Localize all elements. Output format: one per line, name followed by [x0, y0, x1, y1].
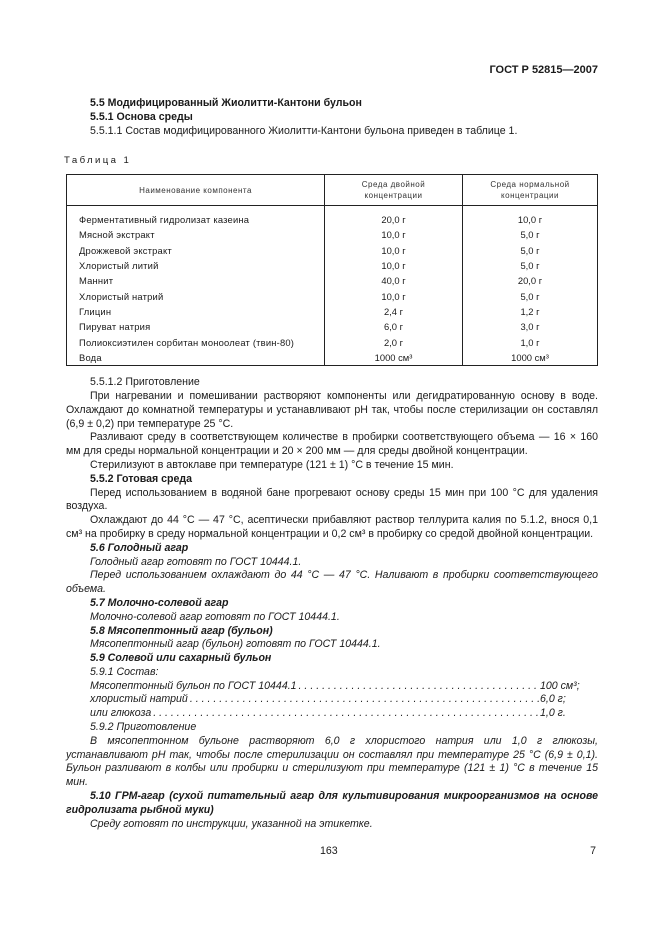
header-component: Наименование компонента	[67, 175, 325, 206]
page-body	[66, 97, 598, 861]
para-5-5-1-1: 5.5.1.1 Состав модифицированного Жиолитти-Кантони бульона приведен в таблице 1.	[90, 124, 518, 137]
cell-double: 1000 см³	[325, 350, 463, 366]
heading-5-5-2: 5.5.2 Готовая среда	[90, 472, 192, 485]
page-number-local: 7	[590, 845, 596, 858]
section-5-5	[66, 97, 598, 138]
table-row	[67, 289, 598, 304]
cell-normal: 10,0 г	[463, 206, 598, 228]
cell-component: Глицин	[67, 304, 325, 319]
heading-5-9-1: 5.9.1 Состав:	[90, 665, 159, 678]
para: Перед использованием охлаждают до 44 °С — 47 °С. Наливают в пробирки соответствующего объема.	[66, 569, 598, 596]
table-row	[67, 206, 598, 228]
table-1-block	[66, 154, 598, 366]
table-caption: Таблица 1	[64, 155, 132, 167]
page-number-total: 163	[320, 845, 338, 858]
table-header-row	[67, 175, 598, 206]
cell-component: Вода	[67, 350, 325, 366]
cell-component: Пируват натрия	[67, 319, 325, 334]
cell-normal: 1,0 г	[463, 335, 598, 350]
heading-5-9-2: 5.9.2 Приготовление	[90, 721, 197, 734]
cell-normal: 20,0 г	[463, 273, 598, 288]
para: Разливают среду в соответствующем количестве в пробирки соответствующего объема — 16 × 160 мм для среды нормальной концентрации и 20 × 200 мм — для среды двойной концентрации.	[66, 431, 598, 458]
item-label: Мясопептонный бульон по ГОСТ 10444.1	[90, 679, 297, 692]
cell-double: 6,0 г	[325, 319, 463, 334]
cell-normal: 5,0 г	[463, 227, 598, 242]
cell-component: Ферментативный гидролизат казеина	[67, 206, 325, 228]
standard-number: ГОСТ Р 52815—2007	[489, 64, 598, 76]
dot-leader	[188, 693, 540, 707]
cell-normal: 5,0 г	[463, 258, 598, 273]
cell-component: Мясной экстракт	[67, 227, 325, 242]
cell-normal: 5,0 г	[463, 289, 598, 304]
cell-double: 20,0 г	[325, 206, 463, 228]
heading-5-7: 5.7 Молочно-солевой агар	[90, 596, 229, 609]
cell-normal: 1000 см³	[463, 350, 598, 366]
para: Среду готовят по инструкции, указанной на этикетке.	[90, 817, 373, 830]
table-row	[67, 258, 598, 273]
heading-5-5-1: 5.5.1 Основа среды	[90, 110, 193, 123]
para: Молочно-солевой агар готовят по ГОСТ 10444.1.	[90, 610, 340, 623]
item-label: или глюкоза	[90, 707, 152, 720]
cell-normal: 5,0 г	[463, 243, 598, 258]
cell-double: 2,0 г	[325, 335, 463, 350]
heading-5-10: 5.10 ГРМ-агар (сухой питательный агар для культивирования микроорганизмов на основе гидролизата рыбной муки)	[66, 790, 598, 816]
header-double	[325, 175, 463, 206]
cell-component: Дрожжевой экстракт	[67, 243, 325, 258]
heading-5-5: 5.5 Модифицированный Жиолитти-Кантони бульон	[90, 97, 362, 109]
header-double-text: Среда двойной концентрации	[361, 180, 426, 201]
cell-normal: 1,2 г	[463, 304, 598, 319]
cell-double: 40,0 г	[325, 273, 463, 288]
cell-double: 10,0 г	[325, 258, 463, 273]
item-label: хлористый натрий	[90, 693, 188, 706]
leader-item	[66, 707, 598, 721]
page-footer	[66, 845, 598, 861]
table-row	[67, 335, 598, 350]
item-value: 6,0 г;	[540, 693, 566, 706]
dot-leader	[151, 707, 540, 721]
heading-5-5-1-2: 5.5.1.2 Приготовление	[90, 376, 200, 389]
cell-component: Полиоксиэтилен сорбитан моноолеат (твин-80)	[67, 335, 325, 350]
cell-double: 10,0 г	[325, 289, 463, 304]
table-row	[67, 243, 598, 258]
para: Голодный агар готовят по ГОСТ 10444.1.	[90, 555, 302, 568]
para: Охлаждают до 44 °С — 47 °С, асептически прибавляют раствор теллурита калия по 5.1.2, внося 0,1 см³ на пробирку в среду нормальной концентрации и 0,2 см³ в пробирку со средой двойной концентрации.	[66, 514, 598, 540]
table-row	[67, 227, 598, 242]
cell-double: 10,0 г	[325, 227, 463, 242]
cell-normal: 3,0 г	[463, 319, 598, 334]
item-value: 1,0 г.	[540, 707, 566, 720]
section-5-5-1-2	[66, 376, 598, 831]
table-row	[67, 304, 598, 319]
para: В мясопептонном бульоне растворяют 6,0 г хлористого натрия или 1,0 г глюкозы, устанавливают pH так, чтобы после стерилизации он составлял при температуре 25 °С (6,9 ± 0,1). Бульон разливают в колбы или пробирки и стерилизуют при температуре (121 ± 1) °С в течение 15 мин.	[66, 734, 598, 789]
cell-double: 10,0 г	[325, 243, 463, 258]
table-row	[67, 319, 598, 334]
para: При нагревании и помешивании растворяют компоненты или дегидратированную основу в воде. Охлаждают до комнатной температуры и устанавливают pH так, чтобы после стерилизации он составлял (6,9 ± 0,2) при температуре 25 °С.	[66, 389, 598, 430]
leader-item	[66, 693, 598, 707]
para: Мясопептонный агар (бульон) готовят по ГОСТ 10444.1.	[90, 638, 381, 651]
cell-component: Хлористый литий	[67, 258, 325, 273]
heading-5-8: 5.8 Мясопептонный агар (бульон)	[90, 624, 273, 637]
header-normal-text: Среда нормальной концентрации	[490, 180, 570, 201]
header-normal	[463, 175, 598, 206]
heading-5-6: 5.6 Голодный агар	[90, 541, 189, 554]
cell-component: Маннит	[67, 273, 325, 288]
leader-item	[66, 680, 598, 694]
table-row	[67, 273, 598, 288]
cell-double: 2,4 г	[325, 304, 463, 319]
para: Перед использованием в водяной бане прогревают основу среды 15 мин при 100 °С для удаления воздуха.	[66, 486, 598, 513]
dot-leader	[297, 680, 540, 694]
item-value: 100 см³;	[540, 679, 580, 692]
table-row	[67, 350, 598, 366]
heading-5-9: 5.9 Солевой или сахарный бульон	[90, 652, 272, 665]
composition-table	[66, 174, 598, 366]
cell-component: Хлористый натрий	[67, 289, 325, 304]
para: Стерилизуют в автоклаве при температуре (121 ± 1) °С в течение 15 мин.	[90, 458, 454, 471]
